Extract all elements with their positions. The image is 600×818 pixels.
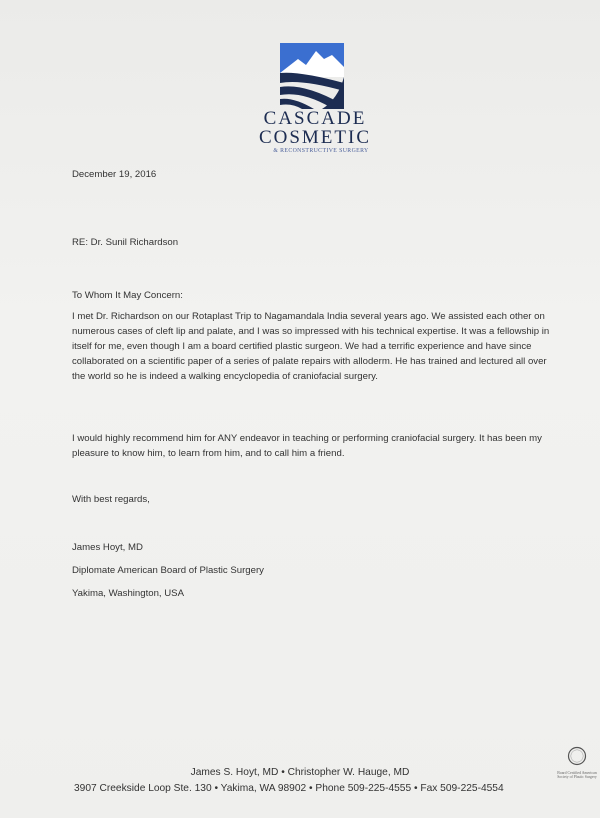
footer-address: 3907 Creekside Loop Ste. 130 • Yakima, WA 98902 • Phone 509-225-4555 • Fax 509-225-4554 [74, 783, 504, 794]
cascade-logo [258, 43, 388, 154]
footer-physician-names: James S. Hoyt, MD • Christopher W. Hauge, MD [190, 767, 410, 778]
letter-salutation: To Whom It May Concern: [72, 290, 183, 301]
signer-location: Yakima, Washington, USA [72, 588, 184, 599]
letter-paragraph-1: I met Dr. Richardson on our Rotaplast Trip to Nagamandala India several years ago. We assisted each other on numerous cases of cleft lip and palate, and I was so impressed with his technical expertise. It was a fellowship in itself for me, even though I am a board certified plastic surgeon. We had a terrific experience and have since collaborated on a scientific paper of a series of palate repairs with alloderm. He has trained and lectured all over the world so he is indeed a walking encyclopedia of craniofacial surgery. [72, 311, 550, 382]
signer-title: Diplomate American Board of Plastic Surgery [72, 565, 264, 576]
letter-re-line: RE: Dr. Sunil Richardson [72, 237, 179, 248]
logo-name-line2: COSMETIC [258, 127, 372, 148]
logo-name-line1: CASCADE [263, 108, 367, 129]
seal-text: Board Certified American Society of Plastic Surgery [557, 771, 597, 780]
signer-name: James Hoyt, MD [72, 542, 143, 553]
logo-tagline: & RECONSTRUCTIVE SURGERY [273, 148, 369, 154]
letter-paragraph-2: I would highly recommend him for ANY endeavor in teaching or performing craniofacial surgery. It has been my pleasure to know him, to learn from him, and to call him a friend. [72, 433, 542, 459]
letter-closing: With best regards, [72, 494, 150, 505]
letter-date: December 19, 2016 [72, 169, 157, 180]
mountain-logo-icon [280, 43, 344, 109]
board-certified-seal [556, 746, 598, 780]
seal-icon [567, 746, 587, 766]
